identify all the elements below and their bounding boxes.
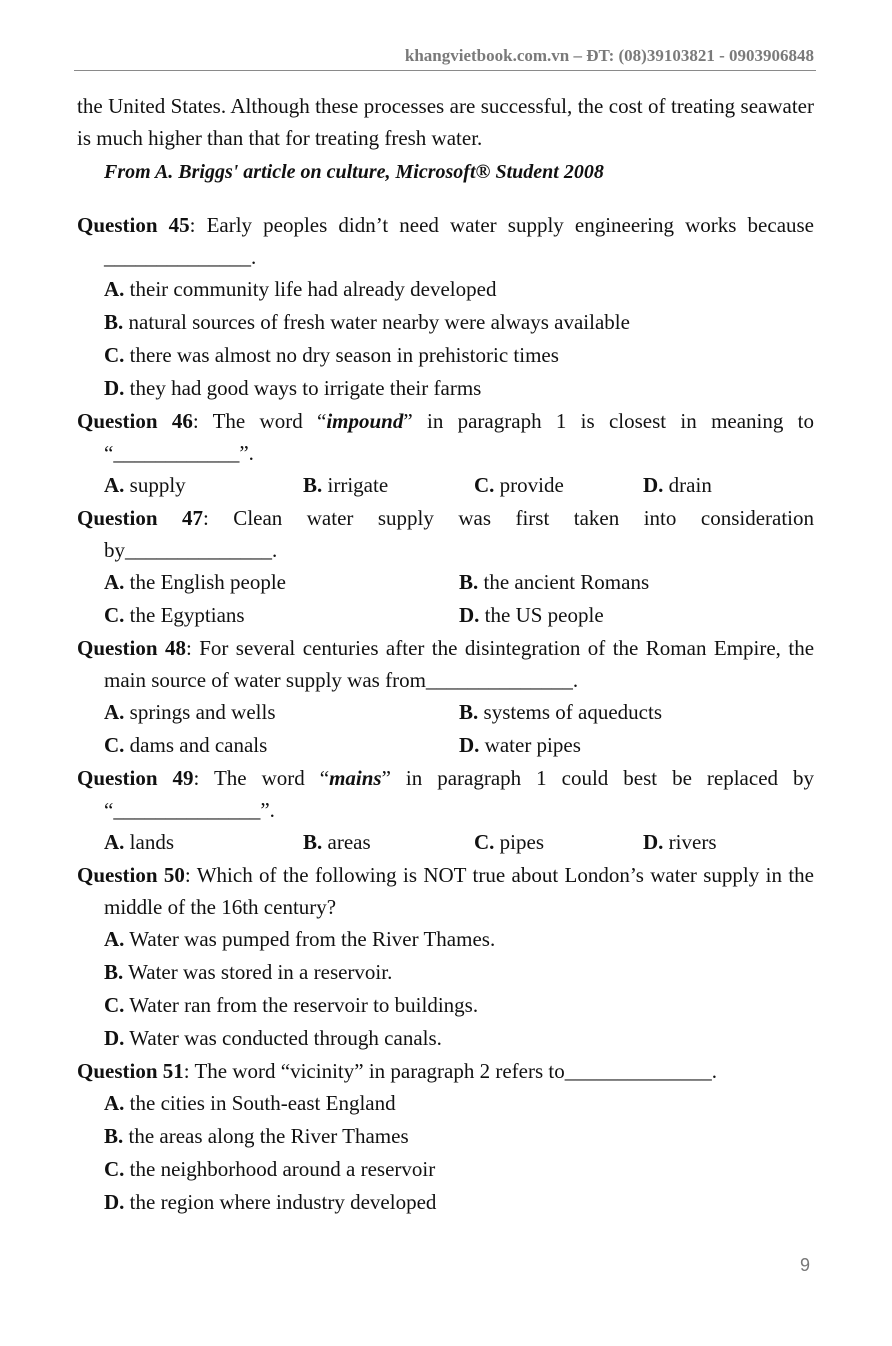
header-contact: khangvietbook.com.vn – ĐT: (08)39103821 - 0903906848 bbox=[404, 46, 814, 65]
question-47 bbox=[77, 502, 814, 632]
question-label: Question bbox=[77, 213, 158, 237]
question-50 bbox=[77, 859, 814, 1055]
question-text: : The word “ bbox=[192, 409, 327, 433]
option-a bbox=[104, 696, 459, 729]
option-text: their community life had already developed bbox=[124, 277, 497, 301]
option-b bbox=[459, 696, 814, 729]
option-letter: A. bbox=[104, 700, 125, 724]
option-c bbox=[104, 599, 459, 632]
options-list bbox=[77, 273, 814, 405]
option-text: Water was stored in a reservoir. bbox=[123, 960, 393, 984]
option-letter: A. bbox=[104, 830, 125, 854]
passage-source: From A. Briggs' article on culture, Microsoft® Student 2008 bbox=[104, 161, 604, 183]
question-text: : The word “ bbox=[193, 766, 330, 790]
page-header bbox=[74, 44, 816, 71]
option-letter: B. bbox=[104, 310, 124, 334]
question-text: : The word “vicinity” in paragraph 2 refers to______________. bbox=[183, 1059, 717, 1083]
option-a bbox=[77, 273, 814, 306]
option-letter: C. bbox=[474, 830, 495, 854]
question-stem bbox=[77, 209, 814, 273]
option-c bbox=[104, 729, 459, 762]
option-text: dams and canals bbox=[124, 733, 268, 757]
emphasized-word: impound bbox=[326, 409, 404, 433]
option-text: the region where industry developed bbox=[124, 1190, 437, 1214]
option-letter: D. bbox=[104, 376, 125, 400]
option-d bbox=[77, 1186, 814, 1219]
option-text: provide bbox=[494, 473, 564, 497]
options-row bbox=[77, 826, 814, 859]
option-d bbox=[643, 469, 813, 502]
option-text: the Egyptians bbox=[124, 603, 245, 627]
option-text: drain bbox=[663, 473, 712, 497]
option-b bbox=[77, 956, 814, 989]
option-letter: B. bbox=[459, 570, 479, 594]
option-letter: D. bbox=[104, 1026, 125, 1050]
option-letter: A. bbox=[104, 473, 125, 497]
question-stem bbox=[77, 405, 814, 469]
option-a bbox=[77, 1087, 814, 1120]
question-stem bbox=[77, 502, 814, 566]
options-list bbox=[77, 1087, 814, 1219]
question-45 bbox=[77, 209, 814, 405]
option-text: Water was conducted through canals. bbox=[124, 1026, 442, 1050]
option-d bbox=[459, 729, 814, 762]
option-text: irrigate bbox=[322, 473, 389, 497]
option-text: areas bbox=[322, 830, 371, 854]
option-letter: A. bbox=[104, 927, 125, 951]
question-label: Question bbox=[77, 1059, 158, 1083]
question-label: Question bbox=[77, 863, 158, 887]
option-text: Water was pumped from the River Thames. bbox=[124, 927, 496, 951]
option-letter: B. bbox=[303, 473, 323, 497]
question-number: 47 bbox=[182, 506, 203, 530]
option-text: the ancient Romans bbox=[478, 570, 650, 594]
question-text-rest: ” in paragraph 1 is closest in meaning to “____________”. bbox=[104, 409, 815, 465]
option-d bbox=[643, 826, 813, 859]
option-c bbox=[474, 826, 643, 859]
option-a bbox=[104, 566, 459, 599]
question-text: : Early peoples didn’t need water supply engineering works because ______________. bbox=[104, 213, 815, 269]
question-number: 50 bbox=[163, 863, 185, 887]
option-text: lands bbox=[124, 830, 174, 854]
question-label: Question bbox=[77, 636, 158, 660]
question-label: Question bbox=[77, 766, 158, 790]
option-letter: D. bbox=[104, 1190, 125, 1214]
option-letter: D. bbox=[459, 603, 480, 627]
option-text: they had good ways to irrigate their farms bbox=[124, 376, 482, 400]
option-text: the US people bbox=[479, 603, 604, 627]
option-letter: B. bbox=[459, 700, 479, 724]
option-c bbox=[77, 339, 814, 372]
option-letter: C. bbox=[474, 473, 495, 497]
question-stem bbox=[77, 632, 814, 696]
option-letter: C. bbox=[104, 603, 125, 627]
question-label: Question bbox=[77, 506, 158, 530]
option-text: supply bbox=[124, 473, 186, 497]
options-row bbox=[77, 696, 814, 729]
option-text: rivers bbox=[663, 830, 717, 854]
option-a bbox=[77, 923, 814, 956]
option-text: the cities in South-east England bbox=[124, 1091, 396, 1115]
options-row bbox=[77, 566, 814, 599]
question-number: 46 bbox=[171, 409, 193, 433]
option-text: the English people bbox=[124, 570, 286, 594]
option-letter: D. bbox=[643, 830, 664, 854]
question-number: 45 bbox=[168, 213, 190, 237]
question-stem bbox=[77, 859, 814, 923]
option-b bbox=[303, 826, 474, 859]
options-list bbox=[77, 923, 814, 1055]
emphasized-word: mains bbox=[329, 766, 382, 790]
option-text: the neighborhood around a reservoir bbox=[124, 1157, 436, 1181]
option-b bbox=[303, 469, 474, 502]
question-number: 48 bbox=[164, 636, 186, 660]
option-c bbox=[474, 469, 643, 502]
option-b bbox=[77, 1120, 814, 1153]
option-a bbox=[104, 469, 303, 502]
options-row bbox=[77, 469, 814, 502]
options-row bbox=[77, 729, 814, 762]
option-letter: C. bbox=[104, 993, 125, 1017]
option-text: the areas along the River Thames bbox=[123, 1124, 409, 1148]
question-number: 49 bbox=[172, 766, 194, 790]
question-46 bbox=[77, 405, 814, 502]
option-letter: B. bbox=[104, 1124, 124, 1148]
page-number: 9 bbox=[800, 1255, 811, 1275]
question-text: : Clean water supply was first taken into consideration by______________. bbox=[104, 506, 814, 562]
option-c bbox=[77, 1153, 814, 1186]
question-51 bbox=[77, 1055, 814, 1219]
question-text: : Which of the following is NOT true about London’s water supply in the middle of the 16th century? bbox=[104, 863, 814, 919]
option-text: systems of aqueducts bbox=[478, 700, 662, 724]
passage-tail: the United States. Although these processes are successful, the cost of treating seawater is much higher than that for treating fresh water. bbox=[77, 94, 814, 150]
option-c bbox=[77, 989, 814, 1022]
question-48 bbox=[77, 632, 814, 762]
option-letter: B. bbox=[303, 830, 323, 854]
question-49 bbox=[77, 762, 814, 859]
option-text: water pipes bbox=[479, 733, 581, 757]
option-letter: C. bbox=[104, 733, 125, 757]
option-text: natural sources of fresh water nearby were always available bbox=[123, 310, 630, 334]
option-letter: A. bbox=[104, 1091, 125, 1115]
page-content bbox=[77, 90, 814, 1219]
question-stem bbox=[77, 1055, 814, 1087]
option-letter: D. bbox=[459, 733, 480, 757]
question-label: Question bbox=[77, 409, 158, 433]
options-row bbox=[77, 599, 814, 632]
option-letter: C. bbox=[104, 1157, 125, 1181]
option-letter: A. bbox=[104, 570, 125, 594]
option-b bbox=[459, 566, 814, 599]
option-d bbox=[77, 372, 814, 405]
question-text: : For several centuries after the disintegration of the Roman Empire, the main source of water supply was from______________. bbox=[104, 636, 815, 692]
option-text: pipes bbox=[494, 830, 544, 854]
option-letter: A. bbox=[104, 277, 125, 301]
option-letter: D. bbox=[643, 473, 664, 497]
question-text-rest: ” in paragraph 1 could best be replaced by “______________”. bbox=[104, 766, 814, 822]
option-a bbox=[104, 826, 303, 859]
question-number: 51 bbox=[162, 1059, 184, 1083]
option-text: springs and wells bbox=[124, 700, 276, 724]
option-letter: C. bbox=[104, 343, 125, 367]
question-stem bbox=[77, 762, 814, 826]
option-b bbox=[77, 306, 814, 339]
option-text: there was almost no dry season in prehistoric times bbox=[124, 343, 559, 367]
option-d bbox=[459, 599, 814, 632]
option-text: Water ran from the reservoir to buildings. bbox=[124, 993, 479, 1017]
option-d bbox=[77, 1022, 814, 1055]
option-letter: B. bbox=[104, 960, 124, 984]
